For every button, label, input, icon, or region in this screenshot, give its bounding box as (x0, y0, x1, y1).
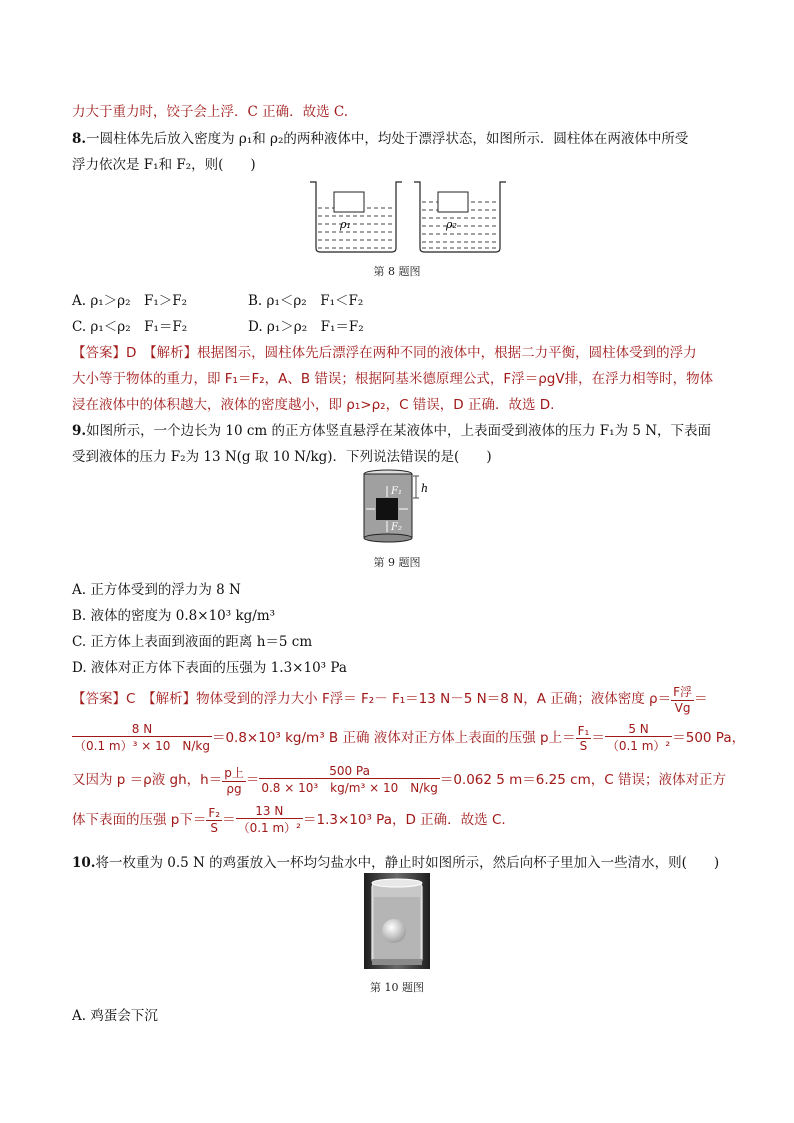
q9-a2-fraction2 (576, 724, 592, 753)
q9-a3-fraction1 (222, 764, 246, 796)
q8-stem-line2: 浮力依次是 F₁和 F₂，则( ) (72, 157, 256, 173)
frac-den: （0.1 m）³ × 10 N/kg (74, 739, 210, 753)
beaker-2 (414, 182, 506, 252)
q9-a3-fraction2 (259, 764, 440, 796)
q9-option-c: C. 正方体上表面到液面的距离 h＝5 cm (72, 634, 313, 650)
frac-num: F₂ (208, 805, 221, 820)
q10-number: 10. (72, 855, 96, 871)
q8-answer-line2: 大小等于物体的重力，即 F₁＝F₂，A、B 错误；根据阿基米德原理公式，F浮＝ρgV排，在浮力相等时，物体 (72, 371, 714, 387)
q9-stem-line2: 受到液体的压力 F₂为 13 N(g 取 10 N/kg)．下列说法错误的是( ) (72, 449, 492, 465)
q9-a2-fraction3 (605, 722, 672, 754)
frac-num: 13 N (236, 804, 303, 819)
q9-option-d: D. 液体对正方体下表面的压强为 1.3×10³ Pa (72, 660, 347, 676)
frac-den: （0.1 m）² (606, 739, 671, 753)
q8-option-c: C. ρ₁＜ρ₂ F₁＝F₂ (72, 319, 188, 335)
q9-stem-line1 (72, 419, 711, 439)
prev-answer-tail: 力大于重力时，饺子会上浮．C 正确．故选 C. (72, 104, 349, 120)
q9-a2-mid: ＝0.8×10³ kg/m³ B 正确 液体对正方体上表面的压强 p上＝ (211, 730, 576, 746)
q10-stem-text1: 将一枚重为 0.5 N 的鸡蛋放入一杯均匀盐水中，静止时如图所示，然后向杯子里加入一些清水，则( ) (95, 855, 720, 871)
fig-label-rho2: ρ₂ (446, 218, 457, 231)
q8-answer-line3: 浸在液体中的体积越大，液体的密度越小，即 ρ₁>ρ₂，C 错误，D 正确．故选 D. (72, 397, 555, 413)
beaker-1 (310, 182, 402, 252)
q9-number: 9. (72, 423, 87, 439)
frac-den: ρg (226, 782, 242, 796)
fig-label-h: h (421, 482, 429, 495)
q9-answer-line3 (72, 764, 726, 796)
q9-a3-prefix: 又因为 p ＝ρ液 gh，h＝ (72, 772, 223, 788)
q9-cube-figure (358, 468, 438, 544)
q9-a3-end: ＝0.062 5 m＝6.25 cm，C 错误；液体对正方 (439, 772, 726, 788)
q9-a2-fraction1 (72, 722, 212, 754)
q9-a3-eq: ＝ (245, 772, 260, 788)
q9-a1-fraction (671, 683, 694, 715)
q8-option-b: B. ρ₁＜ρ₂ F₁＜F₂ (248, 293, 364, 309)
q8-caption: 第 8 题图 (373, 265, 421, 278)
fig-label-f2: F₂ (391, 522, 402, 533)
frac-den: S (579, 738, 588, 753)
q9-answer-line4 (72, 804, 506, 836)
frac-den: 0.8 × 10³ kg/m³ × 10 N/kg (261, 781, 438, 795)
frac-den: Vg (674, 701, 691, 715)
q10-option-a: A. 鸡蛋会下沉 (72, 1008, 158, 1024)
frac-den: S (210, 820, 219, 835)
q9-a4-end: ＝1.3×10³ Pa，D 正确．故选 C. (303, 812, 506, 828)
q8-option-a: A. ρ₁＞ρ₂ F₁＞F₂ (72, 293, 188, 309)
q9-option-a: A. 正方体受到的浮力为 8 N (72, 582, 241, 598)
q8-beakers-figure (308, 178, 508, 254)
q9-a4-fraction2 (236, 804, 303, 836)
q9-a1-prefix: 【答案】C 【解析】物体受到的浮力大小 F浮＝ F₂－ F₁＝13 N－5 N＝8 N，A 正确；液体密度 ρ＝ (72, 691, 672, 707)
q8-stem-line1 (72, 127, 688, 147)
q9-answer-line2 (72, 722, 745, 754)
q9-a1-end: ＝ (694, 691, 708, 707)
q9-a4-eq: ＝ (222, 812, 236, 828)
frac-den: （0.1 m）² (237, 821, 301, 835)
q10-caption: 第 10 题图 (370, 981, 424, 994)
q8-number: 8. (72, 131, 87, 147)
q9-a2-end: ＝500 Pa， (672, 730, 746, 746)
q8-stem-text1: 一圆柱体先后放入密度为 ρ₁和 ρ₂的两种液体中，均处于漂浮状态，如图所示．圆柱体在两液体中所受 (86, 131, 689, 147)
q9-a4-fraction1 (206, 806, 222, 835)
frac-num: F₁ (577, 723, 590, 738)
q10-stem-line1 (72, 851, 719, 871)
q10-egg-glass-photo (364, 873, 430, 969)
frac-num: 500 Pa (259, 764, 440, 779)
q9-a2-eq: ＝ (591, 730, 605, 746)
frac-num: p上 (224, 766, 244, 780)
q9-answer-line1 (72, 683, 708, 715)
q9-a4-prefix: 体下表面的压强 p下＝ (72, 812, 207, 828)
frac-num: F浮 (673, 685, 692, 699)
q9-caption: 第 9 题图 (373, 556, 421, 569)
q9-stem-text1: 如图所示，一个边长为 10 cm 的正方体竖直悬浮在某液体中，上表面受到液体的压力 F₁为 5 N，下表面 (86, 423, 712, 439)
q8-answer-line1: 【答案】D 【解析】根据图示，圆柱体先后漂浮在两种不同的液体中，根据二力平衡，圆柱体受到的浮力 (72, 345, 697, 361)
q9-option-b: B. 液体的密度为 0.8×10³ kg/m³ (72, 608, 276, 624)
frac-num: 5 N (605, 722, 672, 737)
q8-option-d: D. ρ₁＞ρ₂ F₁＝F₂ (248, 319, 364, 335)
frac-num: 8 N (72, 722, 212, 737)
fig-label-rho1: ρ₁ (340, 218, 351, 231)
fig-label-f1: F₁ (391, 486, 402, 497)
